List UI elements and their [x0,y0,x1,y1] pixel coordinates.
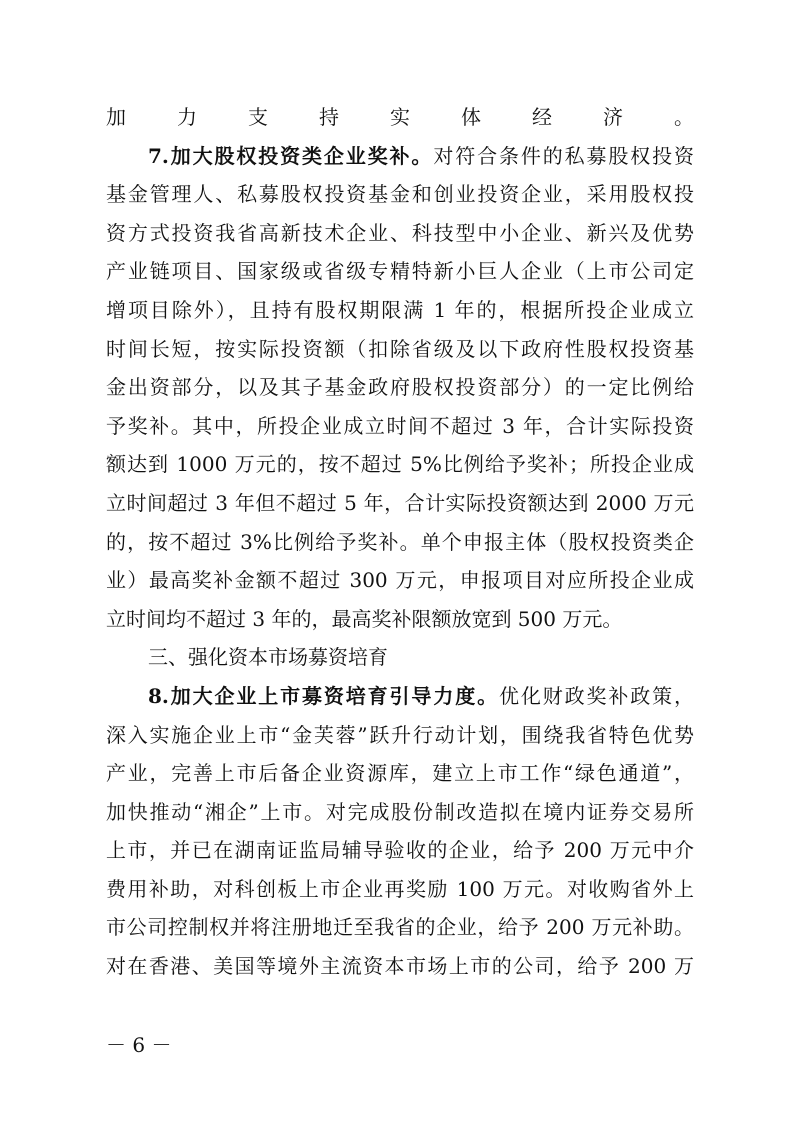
line-text: 深入实施企业上市“金芙蓉”跃升行动计划，围绕我省特色优势 [106,722,694,747]
text-line [106,291,694,330]
text-line [106,831,694,870]
text-line [106,98,694,137]
text-line [106,561,694,600]
paragraph-8-first-line [106,677,694,716]
line-text: 产业链项目、国家级或省级专精特新小巨人企业（上市公司定 [106,259,694,284]
line-text: 增项目除外），且持有股权期限满 1 年的，根据所投企业成立 [106,297,694,322]
line-text: 时间长短，按实际投资额（扣除省级及以下政府性股权投资基 [106,336,694,361]
section-7-title: 7.加大股权投资类企业奖补。 [148,143,434,168]
text-line [106,214,694,253]
line-text: 的，按不超过 3%比例给予奖补。单个申报主体（股权投资类企 [106,529,694,554]
line-text: 业）最高奖补金额不超过 300 万元，申报项目对应所投企业成 [106,568,694,593]
line-text: 产业，完善上市后备企业资源库，建立上市工作“绿色通道”， [106,761,694,786]
text-line [106,754,694,793]
text-line [106,908,694,947]
line-text: 对符合条件的私募股权投资 [433,143,694,168]
line-text: 加力支持实体经济。 [106,105,694,129]
heading-text: 三、强化资本市场募资培育 [148,645,388,670]
line-text: 额达到 1000 万元的，按不超过 5%比例给予奖补；所投企业成 [106,452,694,477]
section-heading-3 [106,638,694,677]
line-text: 予奖补。其中，所投企业成立时间不超过 3 年，合计实际投资 [106,413,694,438]
line-text: 立时间超过 3 年但不超过 5 年，合计实际投资额达到 2000 万元 [106,490,694,515]
line-text: 上市，并已在湖南证监局辅导验收的企业，给予 200 万元中介 [106,838,694,863]
text-line [106,716,694,755]
paragraph-7-first-line [106,137,694,176]
line-text: 立时间均不超过 3 年的，最高奖补限额放宽到 500 万元。 [106,606,623,631]
text-line [106,484,694,523]
line-text: 金出资部分，以及其子基金政府股权投资部分）的一定比例给 [106,375,694,400]
text-line [106,368,694,407]
line-text: 市公司控制权并将注册地迁至我省的企业，给予 200 万元补助。 [106,915,694,940]
text-line [106,523,694,562]
line-text: 资方式投资我省高新技术企业、科技型中小企业、新兴及优势 [106,220,694,245]
text-line [106,330,694,369]
text-line [106,947,694,986]
section-8-title: 8.加大企业上市募资培育引导力度。 [148,683,499,708]
body-text [106,98,694,986]
line-text: 费用补助，对科创板上市企业再奖励 100 万元。对收购省外上 [106,876,694,901]
text-line [106,407,694,446]
line-text: 加快推动“湘企”上市。对完成股份制改造拟在境内证券交易所 [106,799,694,824]
text-line [106,252,694,291]
text-line [106,793,694,832]
page-number: － 6 － [106,1033,172,1057]
line-text: 优化财政奖补政策， [498,683,694,708]
line-text: 基金管理人、私募股权投资基金和创业投资企业，采用股权投 [106,182,694,207]
text-line [106,445,694,484]
text-line [106,600,694,639]
line-text: 对在香港、美国等境外主流资本市场上市的公司，给予 200 万 [106,954,694,979]
text-line [106,870,694,909]
text-line [106,175,694,214]
